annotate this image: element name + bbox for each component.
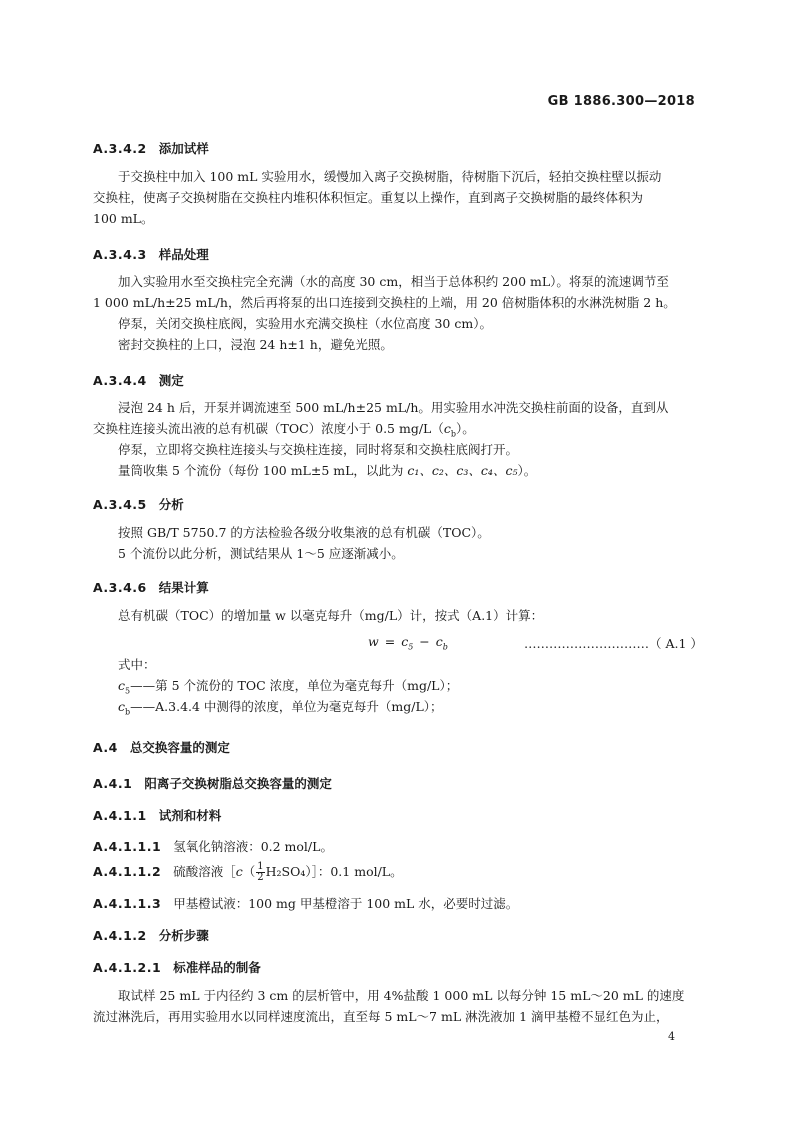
text-line: 交换柱，使离子交换树脂在交换柱内堆积体积恒定。重复以上操作，直到离子交换树脂的最终体积为: [93, 190, 644, 205]
section-heading-a4-1-2: [93, 926, 209, 944]
text-line: 停泵，关闭交换柱底阀，实验用水充满交换柱（水位高度 30 cm）。: [118, 316, 492, 331]
paragraph-a3-4-4: [93, 397, 707, 481]
section-title: 标准样品的制备: [173, 960, 261, 975]
section-title: 分析: [158, 497, 184, 512]
section-heading-a4: [93, 738, 230, 756]
section-title: 结果计算: [158, 580, 209, 595]
section-number: A.4.1.2: [93, 928, 147, 943]
section-number: A.3.4.5: [93, 497, 147, 512]
where-label: 式中：: [118, 657, 156, 672]
section-heading-a3-4-4: [93, 371, 184, 389]
section-title: 样品处理: [158, 247, 209, 262]
section-number: A.3.4.3: [93, 247, 147, 262]
item-a4-1-1-3: [93, 894, 518, 912]
section-title: 测定: [158, 373, 184, 388]
section-number: A.4.1.2.1: [93, 960, 162, 975]
section-number: A.3.4.6: [93, 580, 147, 595]
definition-cb: $c_b——A.3.4.4$ 中测得的浓度，单位为毫克每升（mg/L）；: [118, 699, 443, 717]
text-line: 按照 GB/T 5750.7 的方法检验各级分收集液的总有机碳（TOC）。: [118, 525, 490, 540]
where-block: [93, 654, 707, 717]
text-line: 浸泡 24 h 后，开泵并调流速至 500 mL/h±25 mL/h。用实验用水冲洗交换柱前面的设备，直到从: [118, 400, 669, 415]
section-heading-a4-1-1: [93, 806, 221, 824]
section-heading-a4-1-2-1: [93, 958, 261, 976]
item-number: A.4.1.1.1: [93, 839, 162, 854]
section-title: 分析步骤: [158, 928, 209, 943]
text-line: 密封交换柱的上口，浸泡 24 h±1 h，避免光照。: [118, 337, 393, 352]
section-title: 总交换容量的测定: [129, 740, 230, 755]
text-line: 量筒收集 5 个流份（每份 100 mL±5 mL，以此为 c₁、c₂、c₃、c₄、c₅）。: [118, 463, 537, 478]
definition-c5: $c_5——$第 5 个流份的 TOC 浓度，单位为毫克每升（mg/L）；: [118, 678, 459, 696]
section-heading-a3-4-3: [93, 245, 209, 263]
text-line: 1 000 mL/h±25 mL/h，然后再将泵的出口连接到交换柱的上端，用 20 倍树脂体积的水淋洗树脂 2 h。: [93, 295, 676, 310]
text-line: 停泵，立即将交换柱连接头与交换柱连接，同时将泵和交换柱底阀打开。: [118, 442, 519, 457]
item-number: A.4.1.1.2: [93, 864, 162, 879]
section-number: A.3.4.2: [93, 141, 147, 156]
section-number: A.4.1: [93, 776, 133, 791]
section-heading-a4-1: [93, 774, 332, 792]
section-title: 阳离子交换树脂总交换容量的测定: [144, 776, 332, 791]
section-title: 添加试样: [158, 141, 209, 156]
paragraph-a3-4-5: [93, 522, 707, 564]
section-number: A.4: [93, 740, 118, 755]
section-title: 试剂和材料: [158, 808, 222, 823]
text-line: 于交换柱中加入 100 mL 实验用水，缓慢加入离子交换树脂，待树脂下沉后，轻拍交换柱壁以振动: [118, 169, 662, 184]
paragraph-a3-4-2: [93, 166, 707, 229]
item-a4-1-1-2: A.4.1.1.2 硫酸溶液［c（ $\frac{1}{2}$ H₂SO₄）］：0.1 mol/L。: [93, 861, 403, 883]
paragraph-a4-1-2-1: [93, 985, 707, 1027]
page-number: 4: [668, 1030, 675, 1043]
section-heading-a3-4-6: [93, 578, 209, 596]
text-line: 总有机碳（TOC）的增加量 w 以毫克每升（mg/L）计，按式（A.1）计算：: [118, 608, 544, 623]
item-number: A.4.1.1.3: [93, 896, 162, 911]
text-line: 取试样 25 mL 于内径约 3 cm 的层析管中，用 4%盐酸 1 000 mL 以每分钟 15 mL～20 mL 的速度: [118, 988, 685, 1003]
section-number: A.3.4.4: [93, 373, 147, 388]
section-heading-a3-4-2: [93, 139, 209, 157]
item-a4-1-1-1: [93, 837, 333, 855]
item-text: 甲基橙试液：100 mg 甲基橙溶于 100 mL 水，必要时过滤。: [173, 896, 519, 911]
section-heading-a3-4-5: [93, 495, 184, 513]
text-line: 加入实验用水至交换柱完全充满（水的高度 30 cm，相当于总体积约 200 mL）。将泵的流速调节至: [118, 274, 669, 289]
paragraph-a3-4-3: [93, 271, 707, 355]
fraction-half: $\frac{1}{2}$: [257, 861, 264, 883]
text-line: 交换柱连接头流出液的总有机碳（TOC）浓度小于 0.5 $mg/L(c_b)$。: [93, 421, 475, 439]
item-text: 氢氧化钠溶液：0.2 mol/L。: [173, 839, 333, 854]
text-line: 100 mL。: [93, 211, 154, 226]
paragraph-a3-4-6: [93, 605, 707, 626]
text-line: 流过淋洗后，再用实验用水以同样速度流出，直至每 5 mL～7 mL 淋洗液加 1 滴甲基橙不显红色为止，: [93, 1009, 669, 1024]
equation-reference: …………………………（ A.1 ）: [524, 636, 703, 651]
text-line: 5 个流份以此分析，测试结果从 1～5 应逐渐减小。: [118, 546, 404, 561]
formula-a1: $w = c_5 - c_b$: [368, 634, 448, 652]
standard-code: GB 1886.300—2018: [547, 94, 695, 109]
section-number: A.4.1.1: [93, 808, 147, 823]
